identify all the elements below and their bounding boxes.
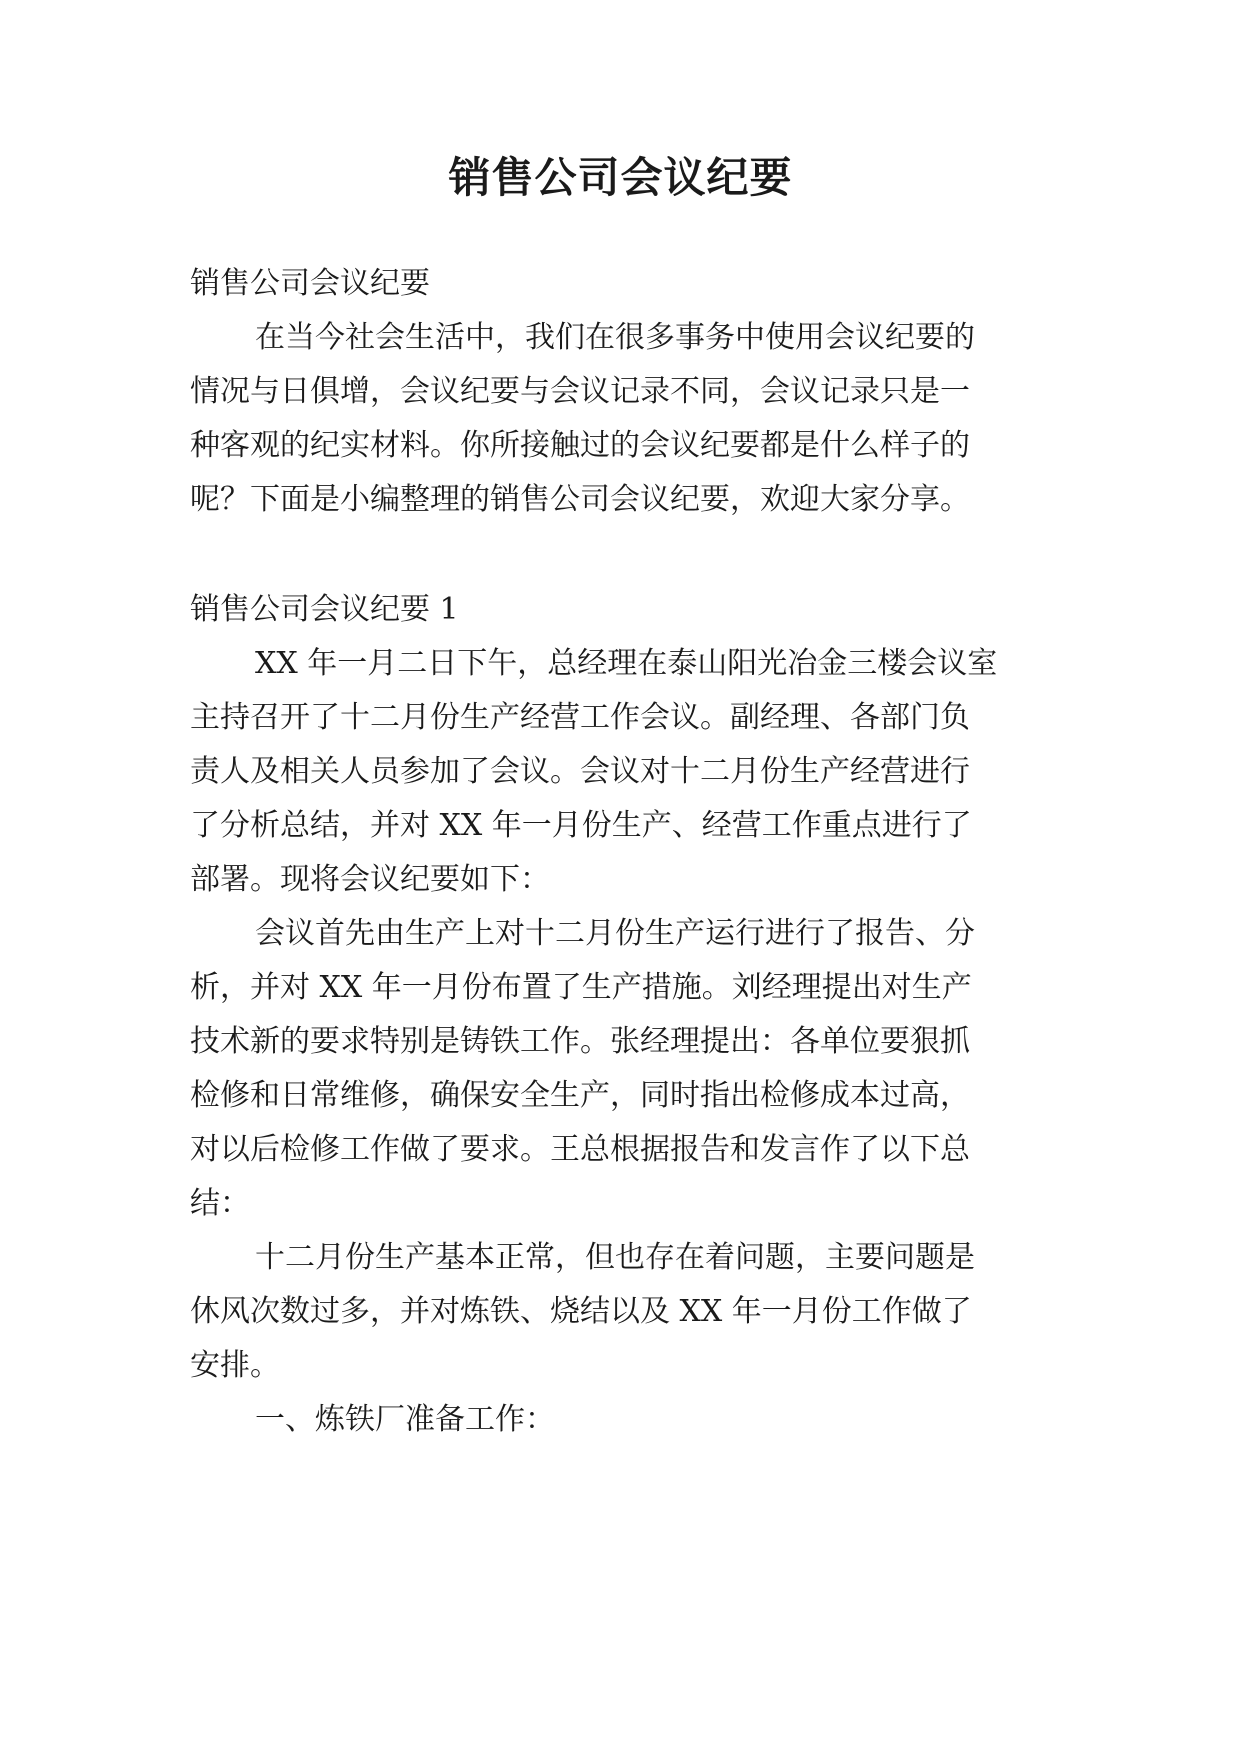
paragraph-line: XX 年一月二日下午，总经理在泰山阳光冶金三楼会议室 [255,646,998,681]
paragraph-line: 结： [190,1186,250,1221]
section-heading: 销售公司会议纪要 1 [190,592,459,627]
paragraph-line: 了分析总结，并对 XX 年一月份生产、经营工作重点进行了 [190,808,972,843]
paragraph-line: 十二月份生产基本正常，但也存在着问题，主要问题是 [255,1240,975,1275]
intro-heading: 销售公司会议纪要 [190,266,430,301]
intro-line: 情况与日俱增，会议纪要与会议记录不同，会议记录只是一 [190,374,970,409]
intro-line: 呢？下面是小编整理的销售公司会议纪要，欢迎大家分享。 [190,482,970,517]
intro-line: 种客观的纪实材料。你所接触过的会议纪要都是什么样子的 [190,428,970,463]
paragraph-line: 会议首先由生产上对十二月份生产运行进行了报告、分 [255,916,975,951]
paragraph-line: 责人及相关人员参加了会议。会议对十二月份生产经营进行 [190,754,970,789]
paragraph-line: 检修和日常维修，确保安全生产，同时指出检修成本过高， [190,1078,970,1113]
paragraph-line: 对以后检修工作做了要求。王总根据报告和发言作了以下总 [190,1132,970,1167]
document-title: 销售公司会议纪要 [448,153,793,202]
paragraph-line: 部署。现将会议纪要如下： [190,862,550,897]
paragraph-line: 析，并对 XX 年一月份布置了生产措施。刘经理提出对生产 [190,970,972,1005]
paragraph-line: 技术新的要求特别是铸铁工作。张经理提出：各单位要狠抓 [190,1024,970,1059]
list-item: 一、炼铁厂准备工作： [255,1402,555,1437]
paragraph-line: 主持召开了十二月份生产经营工作会议。副经理、各部门负 [190,700,970,735]
intro-line: 在当今社会生活中，我们在很多事务中使用会议纪要的 [255,320,975,355]
paragraph-line: 休风次数过多，并对炼铁、烧结以及 XX 年一月份工作做了 [190,1294,972,1329]
paragraph-line: 安排。 [190,1348,280,1383]
